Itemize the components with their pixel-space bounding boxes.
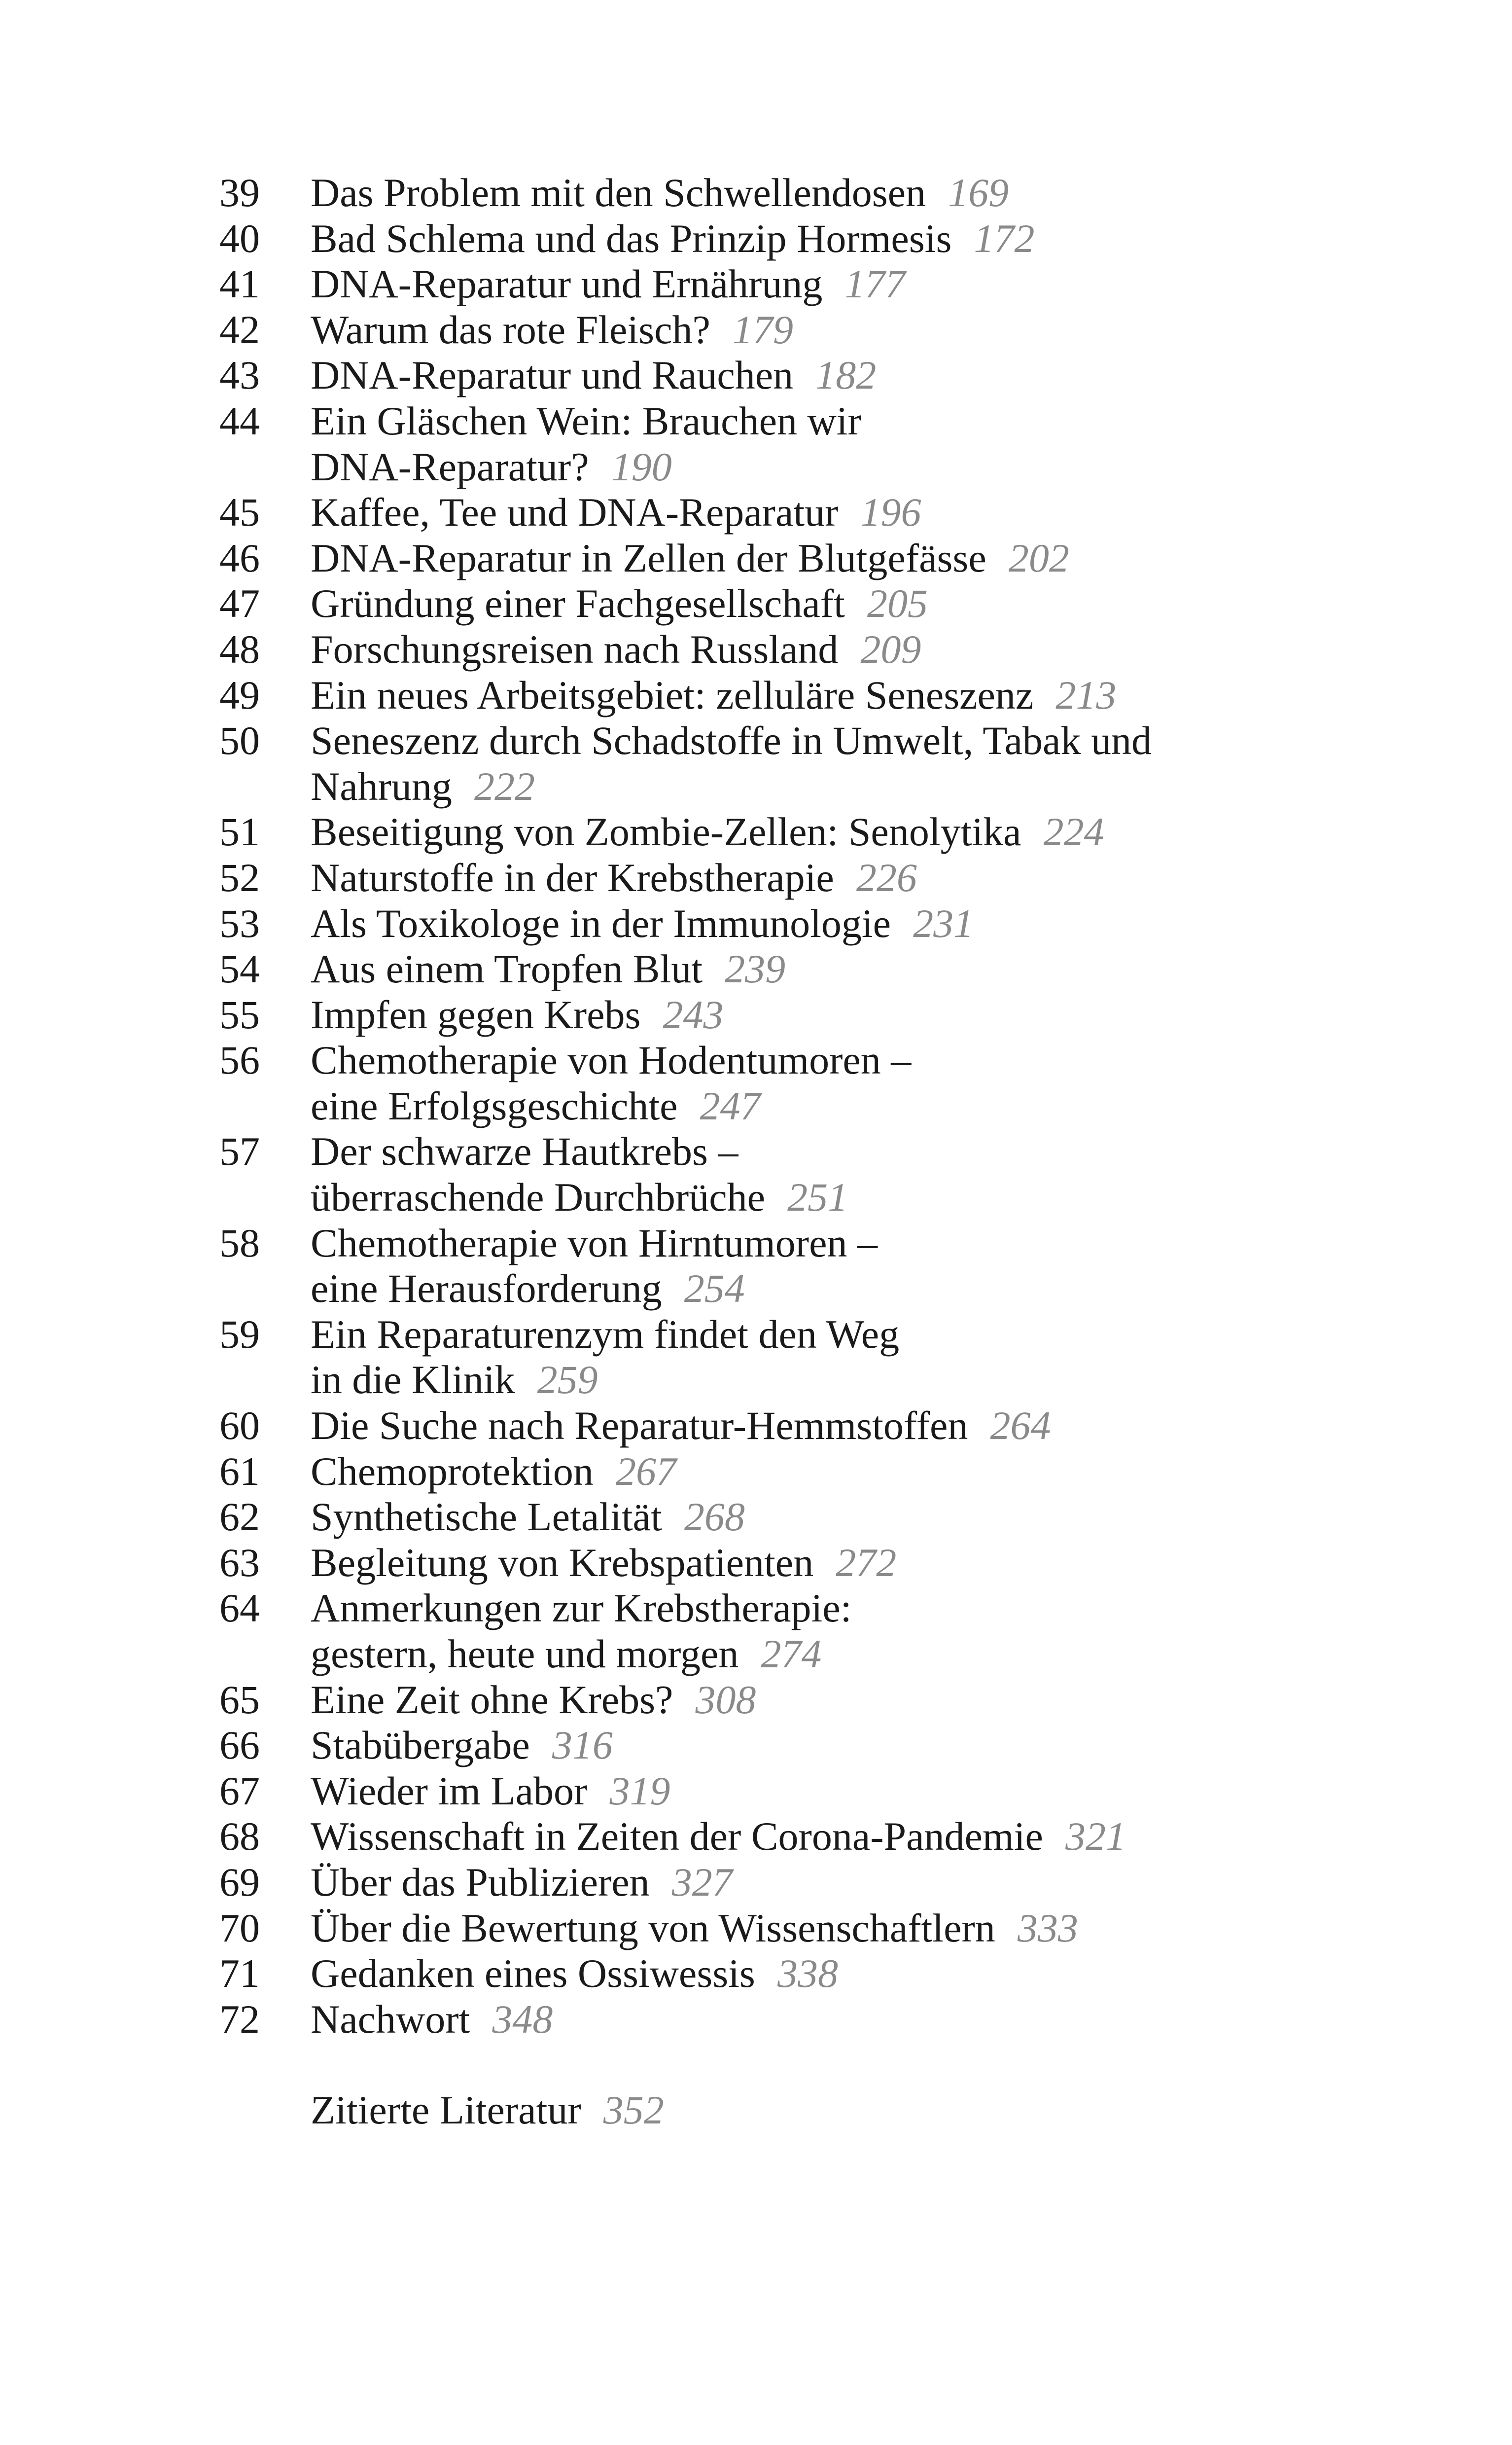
toc-entry — [219, 809, 1353, 855]
toc-entry-line — [311, 1585, 1353, 1631]
toc-entry-line — [311, 1860, 1353, 1906]
toc-entry-page: 182 — [815, 353, 877, 398]
toc-entry-page: 274 — [761, 1631, 822, 1676]
toc-entry-number: 43 — [219, 353, 260, 398]
toc-entry-body — [311, 1494, 1353, 1540]
toc-entry-body — [311, 1860, 1353, 1906]
toc-entry-title: Über das Publizieren — [311, 1859, 650, 1905]
toc-entry-page: 321 — [1065, 1814, 1126, 1859]
toc-entry-title: Das Problem mit den Schwellendosen — [311, 170, 926, 215]
toc-entry-body — [311, 1585, 1353, 1677]
toc-entry-number: 58 — [219, 1220, 260, 1265]
toc-entry-page: 190 — [611, 444, 672, 489]
toc-entry-page: 319 — [609, 1768, 670, 1813]
toc-entry-number: 45 — [219, 490, 260, 535]
toc-entry-number: 52 — [219, 855, 260, 900]
toc-entry-title: Chemotherapie von Hodentumoren – — [311, 1038, 912, 1083]
toc-entry-title: Bad Schlema und das Prinzip Hormesis — [311, 216, 952, 261]
toc-entry-title: DNA-Reparatur und Rauchen — [311, 353, 794, 398]
toc-entry-line — [311, 261, 1353, 307]
toc-entry-number: 42 — [219, 307, 260, 352]
toc-entry-number: 69 — [219, 1859, 260, 1905]
toc-entry-page: 308 — [695, 1677, 756, 1722]
toc-entry-title: DNA-Reparatur? — [311, 444, 589, 489]
toc-entry-line — [311, 1129, 1353, 1175]
toc-entry-title: Wieder im Labor — [311, 1768, 588, 1813]
toc-entry-number: 51 — [219, 809, 260, 855]
toc-entry-number: 49 — [219, 672, 260, 718]
toc-entry-number: 61 — [219, 1448, 260, 1494]
toc-entry-title: Gedanken eines Ossiwessis — [311, 1951, 755, 1996]
toc-entry-number: 64 — [219, 1585, 260, 1631]
toc-entry — [219, 992, 1353, 1038]
toc-entry-title: Ein Gläschen Wein: Brauchen wir — [311, 398, 861, 443]
toc-entry — [219, 307, 1353, 353]
toc-entry — [219, 536, 1353, 581]
toc-entry — [219, 1723, 1353, 1768]
toc-entry-body — [311, 1677, 1353, 1723]
toc-entry-body — [311, 536, 1353, 581]
toc-entry-line — [311, 1175, 1353, 1221]
toc-entry-line — [311, 490, 1353, 536]
toc-entry-line — [311, 992, 1353, 1038]
toc-entry-line — [311, 1221, 1353, 1266]
toc-entry-title: Als Toxikologe in der Immunologie — [311, 900, 891, 946]
toc-entry-page: 231 — [913, 900, 974, 946]
toc-entry-line — [311, 1723, 1353, 1768]
toc-entry — [219, 581, 1353, 627]
toc-entry-title: Anmerkungen zur Krebstherapie: — [311, 1585, 852, 1631]
toc-entry-body — [311, 673, 1353, 719]
toc-entry-body — [311, 1723, 1353, 1768]
toc-entry-body — [311, 261, 1353, 307]
toc-entry-body — [311, 490, 1353, 536]
toc-entry-page: 179 — [732, 307, 793, 352]
toc-entry-title: Beseitigung von Zombie-Zellen: Senolytika — [311, 809, 1021, 855]
toc-entry-number: 67 — [219, 1768, 260, 1813]
toc-entry-title: Gründung einer Fachgesellschaft — [311, 581, 845, 626]
toc-entry-page: 213 — [1055, 672, 1117, 718]
toc-entry-number: 53 — [219, 900, 260, 946]
toc-entry-body — [311, 1403, 1353, 1449]
toc-entry-number: 55 — [219, 992, 260, 1037]
toc-entry-body — [311, 1768, 1353, 1814]
toc-entry — [219, 718, 1353, 809]
toc-entry — [219, 1997, 1353, 2043]
toc-entry-title: Chemoprotektion — [311, 1448, 594, 1494]
toc-entry-number: 39 — [219, 170, 260, 215]
toc-entry-title: DNA-Reparatur und Ernährung — [311, 261, 823, 307]
toc-entry-line — [311, 764, 1353, 810]
toc-entry-number: 41 — [219, 261, 260, 307]
toc-entry-title: DNA-Reparatur in Zellen der Blutgefässe — [311, 535, 986, 580]
toc-entry-title: Wissenschaft in Zeiten der Corona-Pandemie — [311, 1814, 1043, 1859]
toc-entry-body — [311, 1951, 1353, 1997]
toc-entry-title: Stabübergabe — [311, 1723, 530, 1768]
toc-entry-body — [311, 398, 1353, 490]
toc-entry-page: 222 — [474, 763, 535, 809]
toc-entry-line — [311, 1906, 1353, 1951]
toc-entry-page: 254 — [684, 1266, 745, 1311]
toc-entry-body — [311, 718, 1353, 809]
toc-entry-line — [311, 627, 1353, 673]
toc-entry-line — [311, 444, 1353, 490]
toc-entry-title: Impfen gegen Krebs — [311, 992, 641, 1037]
toc-entry-number: 60 — [219, 1403, 260, 1448]
toc-entry-body — [311, 992, 1353, 1038]
toc-entry-number: 72 — [219, 1996, 260, 2042]
toc-entry-bibliography — [219, 2087, 1353, 2133]
toc-entry-body — [311, 1906, 1353, 1951]
toc-entry-title: Der schwarze Hautkrebs – — [311, 1129, 738, 1174]
toc-entry-title: Aus einem Tropfen Blut — [311, 946, 703, 992]
toc-entry-title: in die Klinik — [311, 1357, 515, 1402]
table-of-contents — [219, 170, 1353, 2133]
toc-entry — [219, 1951, 1353, 1997]
toc-entry-page: 348 — [492, 1996, 553, 2042]
toc-entry — [219, 627, 1353, 673]
toc-entry-title: Ein neues Arbeitsgebiet: zelluläre Seneszenz — [311, 672, 1034, 718]
toc-entry-number: 70 — [219, 1905, 260, 1950]
toc-entry-title: Ein Reparaturenzym findet den Weg — [311, 1311, 900, 1357]
toc-entry-line — [311, 581, 1353, 627]
toc-entry-page: 226 — [856, 855, 917, 900]
toc-entry-page: 224 — [1043, 809, 1104, 855]
toc-entry-title: Nachwort — [311, 1996, 470, 2042]
toc-entry-title: Seneszenz durch Schadstoffe in Umwelt, Tabak und — [311, 718, 1152, 763]
toc-entry-line — [311, 1038, 1353, 1083]
toc-entry-body — [311, 353, 1353, 398]
toc-entry-title: Zitierte Literatur — [311, 2087, 581, 2133]
toc-entry — [219, 216, 1353, 262]
toc-entry-number: 63 — [219, 1540, 260, 1585]
toc-entry — [219, 1038, 1353, 1129]
toc-entry-number: 54 — [219, 946, 260, 992]
toc-entry-page: 268 — [684, 1494, 745, 1540]
toc-entry-number: 71 — [219, 1951, 260, 1996]
toc-entry-line — [311, 216, 1353, 262]
toc-entry — [219, 1814, 1353, 1860]
toc-entry-page: 247 — [700, 1083, 761, 1128]
toc-entry-body — [311, 581, 1353, 627]
toc-entry-number: 56 — [219, 1038, 260, 1083]
toc-entry — [219, 1768, 1353, 1814]
toc-entry-number: 47 — [219, 581, 260, 626]
toc-entry-number: 59 — [219, 1311, 260, 1357]
toc-entry-line — [311, 1540, 1353, 1586]
toc-entry — [219, 901, 1353, 947]
toc-entry-line — [311, 1357, 1353, 1403]
toc-entry-body — [311, 2087, 1353, 2133]
toc-entry-line — [311, 946, 1353, 992]
toc-entry-title: Synthetische Letalität — [311, 1494, 662, 1540]
toc-entries — [219, 170, 1353, 2042]
toc-entry-body — [311, 946, 1353, 992]
toc-entry-page: 209 — [860, 626, 921, 672]
toc-entry-title: Eine Zeit ohne Krebs? — [311, 1677, 673, 1722]
toc-entry-body — [311, 1312, 1353, 1403]
toc-entry-page: 352 — [603, 2087, 664, 2133]
toc-entry-body — [311, 627, 1353, 673]
toc-entry-number: 66 — [219, 1723, 260, 1768]
toc-entry-page: 272 — [836, 1540, 897, 1585]
toc-entry-title: überraschende Durchbrüche — [311, 1175, 766, 1220]
toc-entry-page: 338 — [777, 1951, 838, 1996]
toc-entry-line — [311, 170, 1353, 216]
toc-entry-page: 259 — [537, 1357, 598, 1402]
toc-entry-title: Die Suche nach Reparatur-Hemmstoffen — [311, 1403, 968, 1448]
toc-entry-number — [219, 2087, 311, 2133]
toc-entry-line — [311, 353, 1353, 398]
toc-entry-page: 251 — [787, 1175, 848, 1220]
toc-entry-body — [311, 1540, 1353, 1586]
toc-entry-line — [311, 855, 1353, 901]
toc-entry-page: 196 — [860, 490, 921, 535]
toc-entry-page: 243 — [663, 992, 724, 1037]
toc-entry-body — [311, 1038, 1353, 1129]
toc-entry — [219, 490, 1353, 536]
toc-entry-line — [311, 1266, 1353, 1312]
toc-entry-title: Warum das rote Fleisch? — [311, 307, 710, 352]
toc-entry-body — [311, 1221, 1353, 1312]
toc-entry — [219, 1585, 1353, 1677]
toc-entry — [219, 946, 1353, 992]
toc-entry-line — [311, 1997, 1353, 2043]
toc-entry-number: 65 — [219, 1677, 260, 1722]
toc-entry-body — [311, 307, 1353, 353]
toc-entry-body — [311, 1129, 1353, 1220]
toc-entry-page: 177 — [844, 261, 906, 307]
toc-entry-line — [311, 673, 1353, 719]
toc-entry-line — [311, 901, 1353, 947]
toc-entry — [219, 1312, 1353, 1403]
toc-entry-line — [311, 1677, 1353, 1723]
toc-entry-number: 62 — [219, 1494, 260, 1540]
toc-entry-line — [311, 1312, 1353, 1358]
toc-entry — [219, 1449, 1353, 1495]
toc-entry — [219, 1540, 1353, 1586]
toc-entry — [219, 353, 1353, 398]
toc-entry — [219, 1221, 1353, 1312]
toc-entry-line — [311, 1403, 1353, 1449]
toc-entry-line — [311, 1083, 1353, 1129]
toc-entry — [219, 1494, 1353, 1540]
toc-entry-line — [311, 1449, 1353, 1495]
toc-entry-page: 205 — [867, 581, 928, 626]
toc-entry — [219, 673, 1353, 719]
toc-entry-line — [311, 536, 1353, 581]
toc-entry-page: 239 — [725, 946, 786, 992]
toc-entry — [219, 1129, 1353, 1220]
toc-entry-line — [311, 718, 1353, 764]
toc-entry-line — [311, 398, 1353, 444]
toc-entry-title: Nahrung — [311, 763, 452, 809]
toc-entry-title: Begleitung von Krebspatienten — [311, 1540, 814, 1585]
toc-entry-title: eine Herausforderung — [311, 1266, 662, 1311]
toc-entry-body — [311, 855, 1353, 901]
toc-entry-body — [311, 1449, 1353, 1495]
toc-entry-body — [311, 809, 1353, 855]
toc-entry — [219, 398, 1353, 490]
toc-entry-title: Forschungsreisen nach Russland — [311, 626, 839, 672]
toc-entry-body — [311, 170, 1353, 216]
toc-entry-title: Über die Bewertung von Wissenschaftlern — [311, 1905, 995, 1950]
toc-entry-line — [311, 1631, 1353, 1677]
toc-entry-number: 68 — [219, 1814, 260, 1859]
toc-entry — [219, 1403, 1353, 1449]
toc-entry-page: 172 — [974, 216, 1035, 261]
toc-entry-body — [311, 1997, 1353, 2043]
toc-entry-title: Naturstoffe in der Krebstherapie — [311, 855, 834, 900]
toc-entry — [219, 261, 1353, 307]
toc-entry-page: 169 — [948, 170, 1009, 215]
toc-entry — [219, 170, 1353, 216]
toc-entry-body — [311, 216, 1353, 262]
toc-entry-title: eine Erfolgsgeschichte — [311, 1083, 678, 1128]
toc-entry — [219, 1906, 1353, 1951]
toc-entry — [219, 1677, 1353, 1723]
toc-entry-title: Kaffee, Tee und DNA-Reparatur — [311, 490, 839, 535]
toc-entry-line — [311, 2087, 1353, 2133]
toc-entry-number: 40 — [219, 216, 260, 261]
toc-entry-title: gestern, heute und morgen — [311, 1631, 739, 1676]
toc-entry-page: 264 — [990, 1403, 1051, 1448]
toc-entry-page: 267 — [616, 1448, 677, 1494]
toc-entry-title: Chemotherapie von Hirntumoren – — [311, 1220, 878, 1265]
toc-entry-body — [311, 1814, 1353, 1860]
toc-entry-line — [311, 307, 1353, 353]
toc-entry — [219, 855, 1353, 901]
toc-entry-page: 316 — [552, 1723, 613, 1768]
toc-entry-number: 57 — [219, 1129, 260, 1174]
toc-entry-body — [311, 901, 1353, 947]
toc-entry-line — [311, 1814, 1353, 1860]
toc-entry-number: 48 — [219, 626, 260, 672]
toc-entry-line — [311, 1494, 1353, 1540]
toc-entry-page: 202 — [1008, 535, 1069, 580]
toc-entry-line — [311, 1768, 1353, 1814]
toc-entry-number: 46 — [219, 535, 260, 580]
toc-entry-number: 50 — [219, 718, 260, 763]
toc-entry-line — [311, 809, 1353, 855]
toc-entry-line — [311, 1951, 1353, 1997]
toc-entry — [219, 1860, 1353, 1906]
toc-entry-page: 333 — [1017, 1905, 1078, 1950]
toc-entry-number: 44 — [219, 398, 260, 443]
toc-entry-page: 327 — [671, 1859, 733, 1905]
